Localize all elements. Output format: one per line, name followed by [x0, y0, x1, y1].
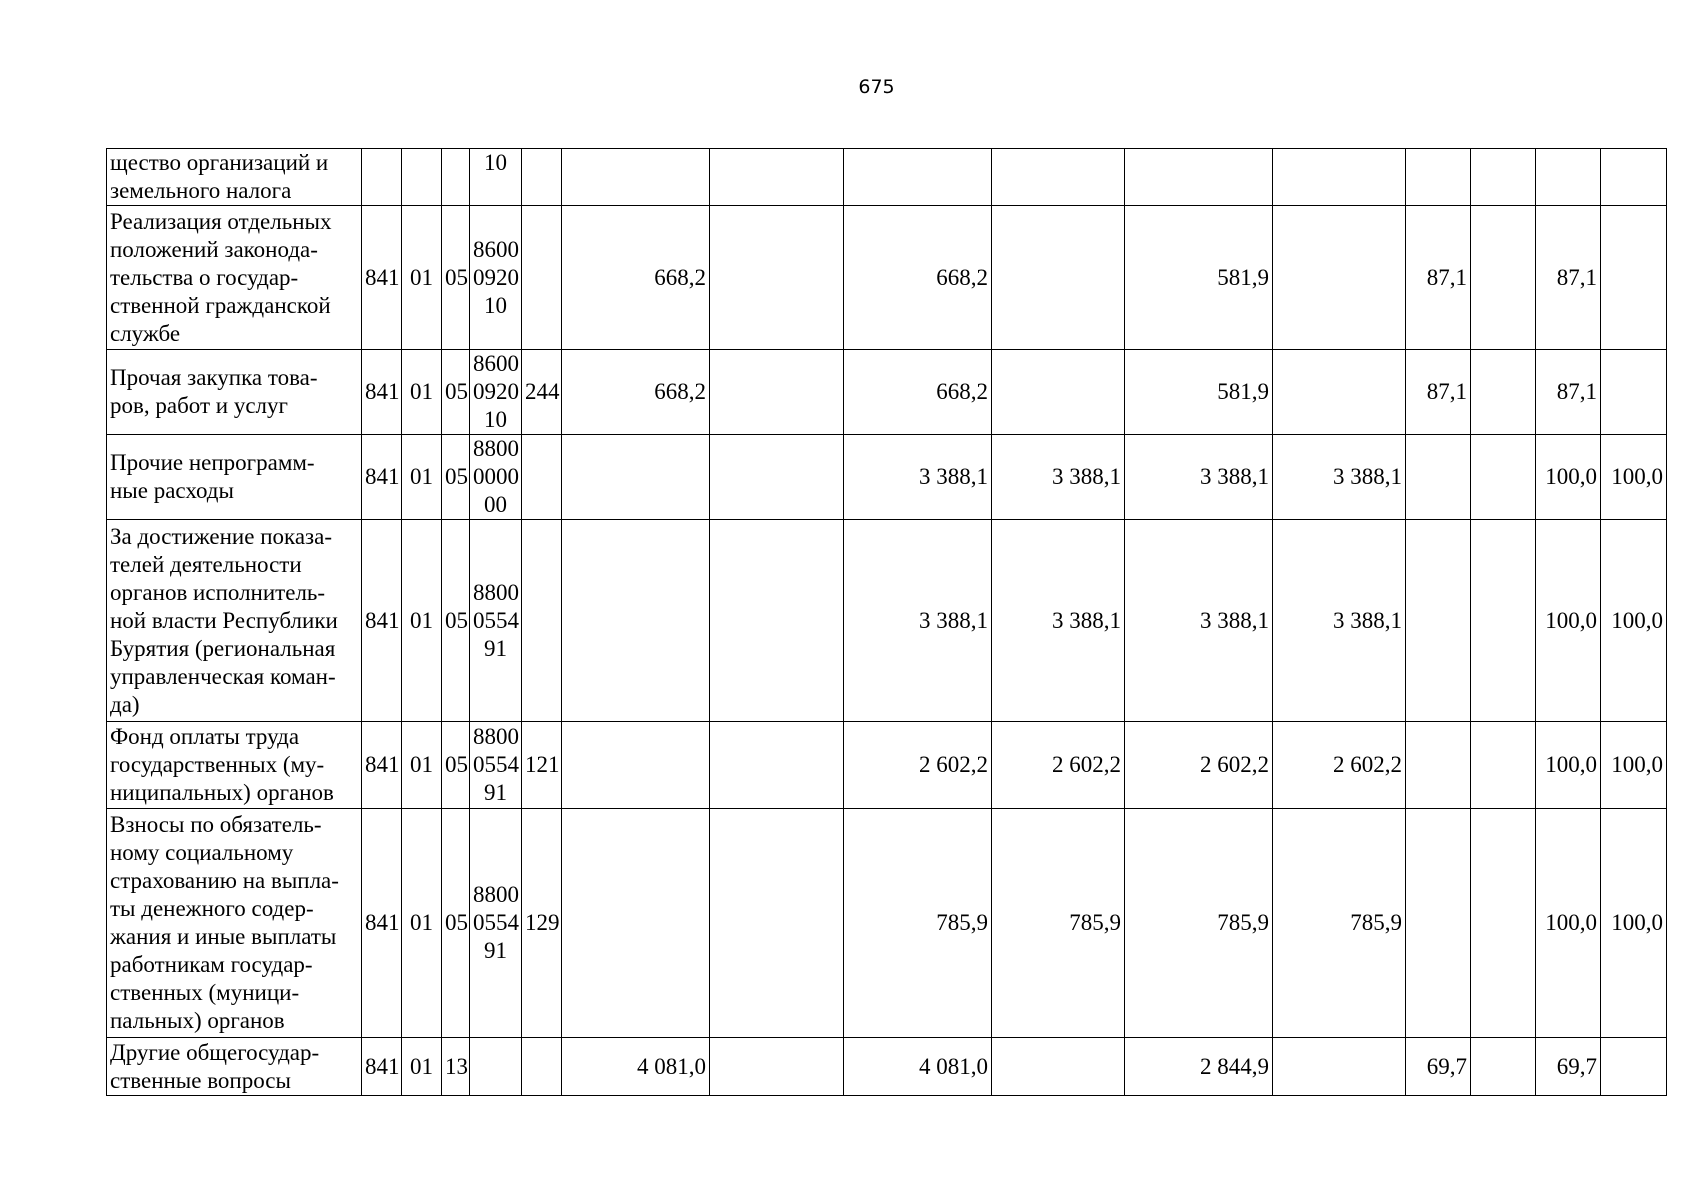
gr-code-cell: 841 [362, 350, 402, 435]
csr-code-line: 8800 [473, 724, 519, 749]
csr-code-cell [470, 809, 522, 1038]
value-cell-7 [1406, 435, 1471, 520]
value-cell-1 [562, 435, 710, 520]
row-name-line: щество организаций и [110, 150, 329, 175]
value-cell-10 [1601, 149, 1667, 206]
value-cell-9: 87,1 [1536, 350, 1601, 435]
csr-code-line: 91 [484, 635, 507, 661]
value-cell-2 [710, 722, 844, 809]
gr-code-cell: 841 [362, 722, 402, 809]
row-name-line: Фонд оплаты труда [110, 724, 300, 749]
gr-code-cell: 841 [362, 520, 402, 722]
csr-code-line: 8600 [473, 236, 519, 262]
value-cell-1 [562, 809, 710, 1038]
value-cell-8 [1471, 722, 1536, 809]
row-name-cell [107, 722, 362, 809]
row-name-line: органов исполнитель- [110, 579, 326, 605]
rz-code-cell: 01 [402, 520, 442, 722]
row-name-line: ты денежного содер- [110, 896, 314, 921]
value-cell-7: 87,1 [1406, 350, 1471, 435]
value-cell-3: 785,9 [844, 809, 992, 1038]
table-row [107, 809, 1667, 1038]
vr-code-cell [522, 149, 562, 206]
value-cell-5: 581,9 [1125, 206, 1273, 350]
value-cell-6 [1273, 206, 1406, 350]
value-cell-9: 69,7 [1536, 1038, 1601, 1096]
row-name-line: ные расходы [110, 478, 234, 503]
value-cell-7 [1406, 722, 1471, 809]
value-cell-9: 100,0 [1536, 520, 1601, 722]
rz-code-cell: 01 [402, 809, 442, 1038]
value-cell-9: 87,1 [1536, 206, 1601, 350]
value-cell-9: 100,0 [1536, 809, 1601, 1038]
value-cell-6: 3 388,1 [1273, 520, 1406, 722]
value-cell-10 [1601, 1038, 1667, 1096]
value-cell-10: 100,0 [1601, 722, 1667, 809]
row-name-line: ров, работ и услуг [110, 393, 288, 418]
row-name-cell [107, 149, 362, 206]
value-cell-4: 3 388,1 [992, 435, 1125, 520]
row-name-cell [107, 435, 362, 520]
row-name-line: Бурятия (региональная [110, 635, 336, 661]
value-cell-3 [844, 149, 992, 206]
row-name-cell [107, 809, 362, 1038]
csr-code-line: 10 [484, 150, 507, 175]
vr-code-cell [522, 1038, 562, 1096]
table-row [107, 722, 1667, 809]
value-cell-5: 3 388,1 [1125, 520, 1273, 722]
row-name-line: страхованию на выпла- [110, 868, 339, 893]
csr-code-cell [470, 206, 522, 350]
row-name-line: ному социальному [110, 840, 294, 865]
csr-code-line: 0554 [473, 607, 519, 633]
csr-code-line: 0920 [473, 264, 519, 290]
vr-code-cell: 129 [522, 809, 562, 1038]
value-cell-7 [1406, 149, 1471, 206]
row-name-line: управленческая коман- [110, 663, 336, 689]
rz-code-cell: 01 [402, 350, 442, 435]
rz-code-cell: 01 [402, 435, 442, 520]
csr-code-line: 8800 [473, 436, 519, 461]
pr-code-cell: 05 [442, 435, 470, 520]
pr-code-cell: 05 [442, 206, 470, 350]
row-name-line: ственные вопросы [110, 1067, 291, 1093]
value-cell-1 [562, 520, 710, 722]
value-cell-3: 668,2 [844, 350, 992, 435]
csr-code-cell [470, 149, 522, 206]
value-cell-4: 2 602,2 [992, 722, 1125, 809]
value-cell-3: 3 388,1 [844, 520, 992, 722]
row-name-line: Прочие непрограмм- [110, 450, 315, 475]
pr-code-cell: 05 [442, 520, 470, 722]
value-cell-2 [710, 350, 844, 435]
value-cell-6: 785,9 [1273, 809, 1406, 1038]
value-cell-1 [562, 722, 710, 809]
value-cell-4 [992, 1038, 1125, 1096]
row-name-line: службе [110, 320, 181, 346]
value-cell-1: 668,2 [562, 206, 710, 350]
row-name-cell [107, 350, 362, 435]
csr-code-line: 8800 [473, 579, 519, 605]
row-name-line: да) [110, 691, 140, 717]
value-cell-8 [1471, 520, 1536, 722]
rz-code-cell: 01 [402, 1038, 442, 1096]
value-cell-6: 2 602,2 [1273, 722, 1406, 809]
value-cell-4: 3 388,1 [992, 520, 1125, 722]
budget-table [106, 148, 1667, 1096]
row-name-line: Реализация отдельных [110, 208, 332, 234]
row-name-line: Другие общегосудар- [110, 1039, 320, 1065]
value-cell-6: 3 388,1 [1273, 435, 1406, 520]
table-body [107, 149, 1667, 1096]
value-cell-2 [710, 520, 844, 722]
value-cell-8 [1471, 350, 1536, 435]
csr-code-cell [470, 722, 522, 809]
value-cell-3: 2 602,2 [844, 722, 992, 809]
value-cell-8 [1471, 1038, 1536, 1096]
value-cell-6 [1273, 1038, 1406, 1096]
vr-code-cell [522, 206, 562, 350]
value-cell-3: 3 388,1 [844, 435, 992, 520]
value-cell-8 [1471, 809, 1536, 1038]
row-name-line: Прочая закупка това- [110, 365, 318, 390]
pr-code-cell: 13 [442, 1038, 470, 1096]
table-row [107, 350, 1667, 435]
vr-code-cell [522, 520, 562, 722]
pr-code-cell: 05 [442, 722, 470, 809]
rz-code-cell [402, 149, 442, 206]
value-cell-5: 2 602,2 [1125, 722, 1273, 809]
csr-code-cell [470, 520, 522, 722]
row-name-line: ственных (муници- [110, 980, 300, 1005]
value-cell-6 [1273, 149, 1406, 206]
vr-code-cell: 244 [522, 350, 562, 435]
value-cell-4: 785,9 [992, 809, 1125, 1038]
rz-code-cell: 01 [402, 722, 442, 809]
csr-code-line: 91 [484, 780, 507, 805]
value-cell-10 [1601, 206, 1667, 350]
value-cell-4 [992, 149, 1125, 206]
value-cell-10: 100,0 [1601, 435, 1667, 520]
csr-code-line: 0000 [473, 464, 519, 489]
table-row [107, 435, 1667, 520]
value-cell-3: 668,2 [844, 206, 992, 350]
value-cell-9: 100,0 [1536, 435, 1601, 520]
value-cell-7 [1406, 809, 1471, 1038]
value-cell-2 [710, 206, 844, 350]
row-name-line: работникам государ- [110, 952, 313, 977]
csr-code-line: 10 [484, 292, 507, 318]
row-name-cell [107, 520, 362, 722]
csr-code-line: 8600 [473, 351, 519, 376]
row-name-line: Взносы по обязатель- [110, 812, 322, 837]
value-cell-2 [710, 809, 844, 1038]
table-row [107, 206, 1667, 350]
csr-code-line: 8800 [473, 882, 519, 907]
row-name-line: земельного налога [110, 178, 292, 203]
row-name-line: жания и иные выплаты [110, 924, 337, 949]
value-cell-3: 4 081,0 [844, 1038, 992, 1096]
row-name-line: ственной гражданской [110, 292, 331, 318]
csr-code-cell [470, 1038, 522, 1096]
csr-code-line: 10 [484, 407, 507, 432]
row-name-line: государственных (му- [110, 752, 325, 777]
value-cell-1: 668,2 [562, 350, 710, 435]
value-cell-9 [1536, 149, 1601, 206]
value-cell-5: 785,9 [1125, 809, 1273, 1038]
table-row [107, 520, 1667, 722]
pr-code-cell: 05 [442, 809, 470, 1038]
csr-code-cell [470, 350, 522, 435]
row-name-line: ниципальных) органов [110, 780, 334, 805]
value-cell-5: 581,9 [1125, 350, 1273, 435]
csr-code-line: 0920 [473, 379, 519, 404]
value-cell-10: 100,0 [1601, 809, 1667, 1038]
value-cell-5: 2 844,9 [1125, 1038, 1273, 1096]
rz-code-cell: 01 [402, 206, 442, 350]
gr-code-cell: 841 [362, 435, 402, 520]
value-cell-7: 87,1 [1406, 206, 1471, 350]
value-cell-8 [1471, 149, 1536, 206]
value-cell-10 [1601, 350, 1667, 435]
table-row [107, 149, 1667, 206]
row-name-line: ной власти Республики [110, 607, 338, 633]
row-name-cell [107, 206, 362, 350]
value-cell-4 [992, 206, 1125, 350]
pr-code-cell [442, 149, 470, 206]
csr-code-line: 0554 [473, 752, 519, 777]
value-cell-1: 4 081,0 [562, 1038, 710, 1096]
value-cell-2 [710, 435, 844, 520]
vr-code-cell: 121 [522, 722, 562, 809]
row-name-line: телей деятельности [110, 551, 302, 577]
value-cell-8 [1471, 435, 1536, 520]
csr-code-line: 00 [484, 492, 507, 517]
row-name-line: За достижение показа- [110, 523, 332, 549]
value-cell-5: 3 388,1 [1125, 435, 1273, 520]
value-cell-10: 100,0 [1601, 520, 1667, 722]
value-cell-7: 69,7 [1406, 1038, 1471, 1096]
gr-code-cell: 841 [362, 809, 402, 1038]
gr-code-cell: 841 [362, 1038, 402, 1096]
gr-code-cell [362, 149, 402, 206]
pr-code-cell: 05 [442, 350, 470, 435]
value-cell-1 [562, 149, 710, 206]
value-cell-4 [992, 350, 1125, 435]
value-cell-2 [710, 149, 844, 206]
row-name-line: пальных) органов [110, 1008, 285, 1033]
value-cell-6 [1273, 350, 1406, 435]
page-number: 675 [858, 76, 895, 98]
row-name-line: тельства о государ- [110, 264, 299, 290]
value-cell-7 [1406, 520, 1471, 722]
value-cell-5 [1125, 149, 1273, 206]
value-cell-2 [710, 1038, 844, 1096]
row-name-line: положений законода- [110, 236, 318, 262]
value-cell-8 [1471, 206, 1536, 350]
row-name-cell [107, 1038, 362, 1096]
csr-code-line: 0554 [473, 910, 519, 935]
csr-code-cell [470, 435, 522, 520]
table-row [107, 1038, 1667, 1096]
vr-code-cell [522, 435, 562, 520]
gr-code-cell: 841 [362, 206, 402, 350]
csr-code-line: 91 [484, 938, 507, 963]
value-cell-9: 100,0 [1536, 722, 1601, 809]
